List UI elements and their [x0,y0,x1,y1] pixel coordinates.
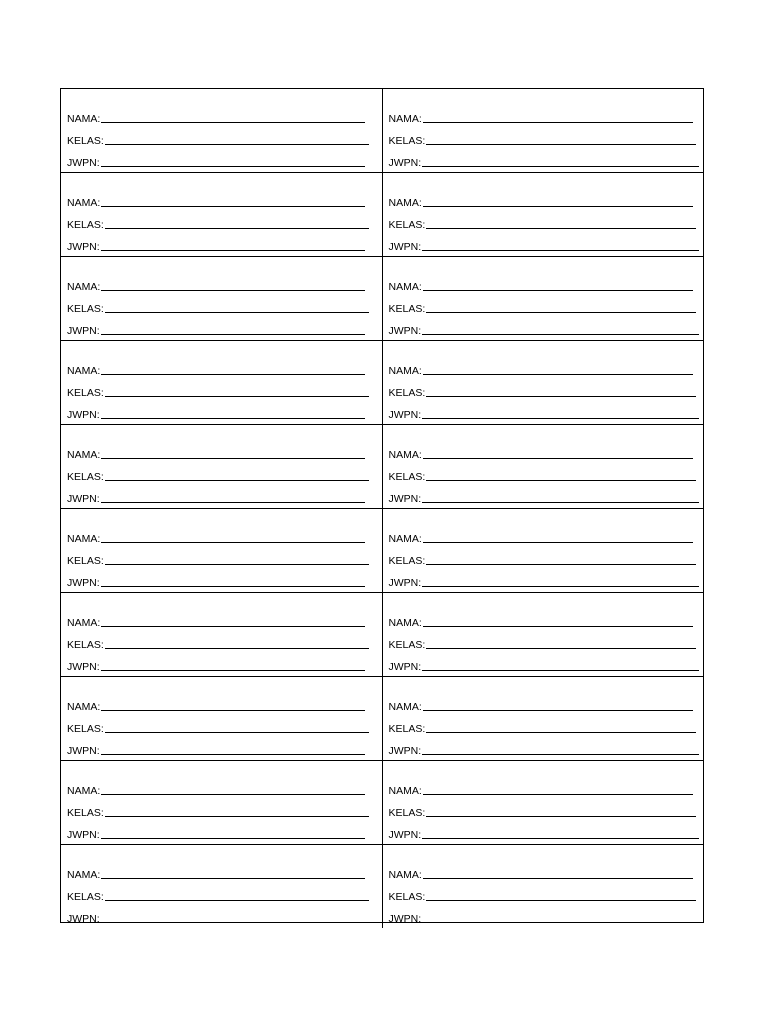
nama-label: NAMA: [67,616,101,629]
nama-blank[interactable] [101,710,365,711]
jwpn-label: JWPN: [388,828,422,841]
jwpn-blank[interactable] [101,250,365,251]
nama-label: NAMA: [388,364,422,377]
jwpn-blank[interactable] [101,334,365,335]
nama-line [389,859,704,881]
label-card [61,845,382,929]
label-card [382,677,703,761]
kelas-line [389,209,704,231]
jwpn-line [389,735,704,757]
kelas-label: KELAS: [388,470,426,483]
nama-line [389,439,704,461]
label-card [61,173,382,257]
nama-label: NAMA: [67,112,101,125]
label-card [61,593,382,677]
nama-label: NAMA: [388,532,422,545]
jwpn-line [67,147,382,169]
label-row [61,341,703,425]
jwpn-label: JWPN: [388,660,422,673]
kelas-line [67,461,382,483]
jwpn-label: JWPN: [67,324,100,337]
jwpn-line [389,483,704,505]
jwpn-line [67,399,382,421]
jwpn-blank[interactable] [101,754,365,755]
kelas-label: KELAS: [67,302,104,315]
nama-line [67,607,382,629]
nama-blank[interactable] [423,206,693,207]
label-grid [61,89,703,928]
label-row [61,257,703,341]
kelas-label: KELAS: [388,890,426,903]
kelas-blank[interactable] [426,816,696,817]
kelas-label: KELAS: [67,386,104,399]
jwpn-blank[interactable] [101,418,365,419]
nama-label: NAMA: [388,784,422,797]
jwpn-label: JWPN: [388,576,422,589]
nama-line [389,607,704,629]
jwpn-line [67,483,382,505]
nama-label: NAMA: [67,784,101,797]
jwpn-label: JWPN: [388,492,422,505]
kelas-label: KELAS: [67,890,104,903]
kelas-line [389,377,704,399]
jwpn-line [67,231,382,253]
jwpn-line [67,819,382,841]
nama-line [67,103,382,125]
kelas-label: KELAS: [388,554,426,567]
jwpn-blank[interactable] [101,670,365,671]
jwpn-blank[interactable] [422,670,699,671]
label-sheet [60,88,704,923]
label-card [61,257,382,341]
kelas-label: KELAS: [388,218,426,231]
jwpn-line [389,315,704,337]
jwpn-blank[interactable] [422,250,699,251]
kelas-line [389,125,704,147]
jwpn-label: JWPN: [67,660,100,673]
nama-blank[interactable] [423,458,693,459]
kelas-line [67,209,382,231]
jwpn-line [389,819,704,841]
kelas-label: KELAS: [388,134,426,147]
kelas-label: KELAS: [388,722,426,735]
label-row [61,761,703,845]
jwpn-line [67,903,382,925]
jwpn-blank[interactable] [422,166,699,167]
nama-line [389,355,704,377]
jwpn-blank[interactable] [422,334,699,335]
jwpn-line [67,567,382,589]
kelas-label: KELAS: [67,638,104,651]
jwpn-label: JWPN: [388,912,422,925]
kelas-line [67,377,382,399]
jwpn-blank[interactable] [422,922,699,923]
kelas-label: KELAS: [67,722,104,735]
nama-label: NAMA: [388,700,422,713]
nama-blank[interactable] [101,374,365,375]
jwpn-line [389,903,704,925]
kelas-line [67,545,382,567]
jwpn-line [389,567,704,589]
nama-label: NAMA: [67,448,101,461]
kelas-blank[interactable] [426,564,696,565]
jwpn-line [67,735,382,757]
kelas-blank[interactable] [105,900,369,901]
label-card [61,677,382,761]
nama-blank[interactable] [423,290,693,291]
nama-blank[interactable] [423,878,693,879]
label-card [382,593,703,677]
kelas-blank[interactable] [426,480,696,481]
kelas-blank[interactable] [426,228,696,229]
kelas-blank[interactable] [105,396,369,397]
nama-label: NAMA: [388,616,422,629]
label-row [61,173,703,257]
label-card [382,509,703,593]
kelas-line [389,881,704,903]
jwpn-label: JWPN: [67,744,100,757]
kelas-line [67,125,382,147]
kelas-line [389,545,704,567]
nama-blank[interactable] [101,626,365,627]
nama-blank[interactable] [101,206,365,207]
jwpn-line [389,399,704,421]
nama-line [67,271,382,293]
kelas-blank[interactable] [426,144,696,145]
nama-line [67,859,382,881]
nama-blank[interactable] [101,290,365,291]
nama-label: NAMA: [388,448,422,461]
kelas-line [67,629,382,651]
nama-label: NAMA: [388,868,422,881]
jwpn-label: JWPN: [67,912,100,925]
nama-line [389,691,704,713]
label-card [382,341,703,425]
nama-label: NAMA: [67,364,101,377]
nama-blank[interactable] [423,710,693,711]
nama-blank[interactable] [423,122,693,123]
jwpn-label: JWPN: [388,156,422,169]
label-card [382,845,703,929]
kelas-label: KELAS: [67,470,104,483]
kelas-blank[interactable] [105,144,369,145]
jwpn-line [389,147,704,169]
nama-label: NAMA: [67,280,101,293]
nama-blank[interactable] [423,794,693,795]
kelas-blank[interactable] [426,312,696,313]
kelas-blank[interactable] [105,480,369,481]
nama-line [67,775,382,797]
label-card [61,761,382,845]
jwpn-blank[interactable] [101,502,365,503]
kelas-line [389,461,704,483]
kelas-line [389,713,704,735]
nama-blank[interactable] [423,374,693,375]
nama-line [389,187,704,209]
jwpn-line [389,231,704,253]
jwpn-blank[interactable] [101,586,365,587]
nama-line [389,775,704,797]
jwpn-label: JWPN: [67,576,100,589]
kelas-blank[interactable] [105,228,369,229]
kelas-line [67,713,382,735]
label-card [382,761,703,845]
kelas-label: KELAS: [67,554,104,567]
nama-label: NAMA: [67,868,101,881]
nama-line [67,187,382,209]
kelas-blank[interactable] [426,396,696,397]
label-card [61,425,382,509]
kelas-line [389,293,704,315]
jwpn-blank[interactable] [101,166,365,167]
nama-line [389,523,704,545]
label-card [382,89,703,173]
label-row [61,89,703,173]
kelas-line [67,881,382,903]
nama-line [67,355,382,377]
nama-line [67,439,382,461]
kelas-label: KELAS: [67,218,104,231]
kelas-label: KELAS: [388,806,426,819]
jwpn-label: JWPN: [388,408,422,421]
jwpn-label: JWPN: [388,324,422,337]
nama-blank[interactable] [423,626,693,627]
jwpn-label: JWPN: [67,240,100,253]
label-row [61,845,703,929]
nama-label: NAMA: [388,112,422,125]
nama-line [389,271,704,293]
kelas-label: KELAS: [388,638,426,651]
label-row [61,593,703,677]
nama-blank[interactable] [101,458,365,459]
kelas-line [67,797,382,819]
jwpn-line [67,651,382,673]
jwpn-label: JWPN: [67,492,100,505]
nama-label: NAMA: [67,532,101,545]
kelas-label: KELAS: [67,134,104,147]
label-card [382,425,703,509]
kelas-line [389,629,704,651]
nama-label: NAMA: [388,280,422,293]
nama-label: NAMA: [67,196,101,209]
jwpn-blank[interactable] [422,586,699,587]
nama-line [67,523,382,545]
jwpn-blank[interactable] [422,502,699,503]
kelas-label: KELAS: [388,302,426,315]
kelas-blank[interactable] [426,732,696,733]
jwpn-blank[interactable] [422,754,699,755]
kelas-line [67,293,382,315]
kelas-blank[interactable] [105,312,369,313]
jwpn-label: JWPN: [67,408,100,421]
nama-line [389,103,704,125]
nama-line [67,691,382,713]
kelas-blank[interactable] [105,564,369,565]
label-row [61,677,703,761]
jwpn-blank[interactable] [101,838,365,839]
jwpn-line [389,651,704,673]
nama-label: NAMA: [67,700,101,713]
jwpn-blank[interactable] [422,418,699,419]
jwpn-label: JWPN: [67,828,100,841]
nama-label: NAMA: [388,196,422,209]
kelas-blank[interactable] [426,648,696,649]
nama-blank[interactable] [101,542,365,543]
label-card [382,257,703,341]
label-row [61,425,703,509]
jwpn-blank[interactable] [422,838,699,839]
jwpn-label: JWPN: [67,156,100,169]
kelas-label: KELAS: [388,386,426,399]
label-row [61,509,703,593]
label-card [61,89,382,173]
nama-blank[interactable] [423,542,693,543]
nama-blank[interactable] [101,878,365,879]
jwpn-label: JWPN: [388,744,422,757]
jwpn-line [67,315,382,337]
nama-blank[interactable] [101,122,365,123]
kelas-line [389,797,704,819]
nama-blank[interactable] [101,794,365,795]
kelas-blank[interactable] [105,816,369,817]
kelas-blank[interactable] [426,900,696,901]
label-card [61,509,382,593]
jwpn-label: JWPN: [388,240,422,253]
kelas-blank[interactable] [105,648,369,649]
jwpn-blank[interactable] [101,922,365,923]
label-card [61,341,382,425]
kelas-label: KELAS: [67,806,104,819]
label-card [382,173,703,257]
kelas-blank[interactable] [105,732,369,733]
